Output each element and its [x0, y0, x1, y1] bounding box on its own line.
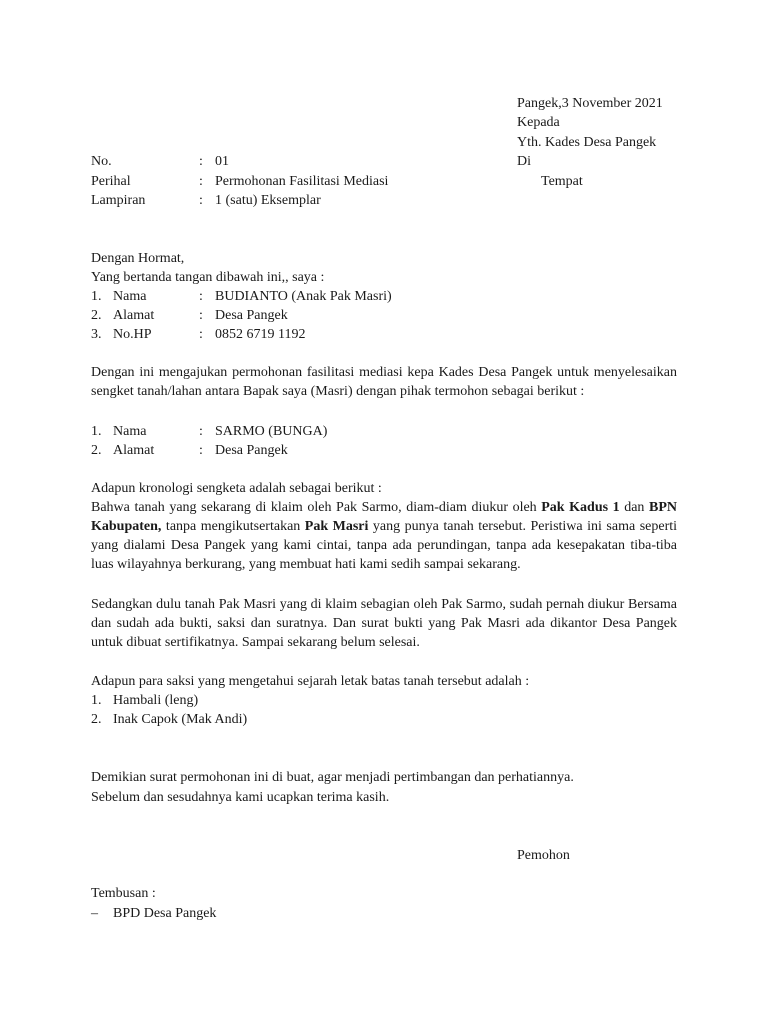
respondent-row-address — [91, 441, 691, 460]
recipient-name: Yth. Kades Desa Pangek — [517, 135, 657, 150]
bold-text: Pak Masri — [304, 519, 369, 534]
meta-value: 01 — [215, 154, 229, 169]
closing-line-2: Sebelum dan sesudahnya kami ucapkan terima kasih. — [91, 790, 390, 805]
recipient-kepada: Kepada — [517, 115, 560, 130]
list-colon: : — [199, 289, 203, 304]
meta-colon: : — [199, 193, 203, 208]
meta-value: 1 (satu) Eksemplar — [215, 193, 321, 208]
list-colon: : — [199, 424, 203, 439]
salutation: Dengan Hormat, — [91, 251, 185, 266]
list-label: Alamat — [113, 443, 155, 458]
meta-label: No. — [91, 154, 112, 169]
list-label: Nama — [113, 289, 147, 304]
chronology-paragraph-1 — [91, 498, 677, 574]
text-run: Bahwa tanah yang sekarang di klaim oleh Pak Sarmo, diam-diam diukur oleh — [91, 500, 542, 515]
list-number: 2. — [91, 308, 102, 323]
list-value: Desa Pangek — [215, 308, 288, 323]
witness-item — [91, 710, 691, 729]
intro-line: Yang bertanda tangan dibawah ini,, saya : — [91, 270, 325, 285]
meta-row-number — [91, 152, 691, 171]
list-colon: : — [199, 443, 203, 458]
text-run: tanpa mengikutsertakan — [161, 519, 305, 534]
meta-label: Perihal — [91, 174, 131, 189]
meta-row-attachment — [91, 191, 691, 210]
applicant-row-address — [91, 306, 691, 325]
meta-label: Lampiran — [91, 193, 146, 208]
list-label: No.HP — [113, 327, 152, 342]
recipient-di: Di — [517, 154, 531, 169]
list-number: 1. — [91, 424, 102, 439]
list-label: Alamat — [113, 308, 155, 323]
text-run: yang punya tanah tersebut. Peristiwa ini sama seperti yang dialami Desa Pangek yang kami cintai, tanpa ada perundingan, tanpa ada kesepakatan tiba-tiba luas wilayahnya berkurang, yang membuat hati kami sedih sampai sekarang. — [91, 519, 678, 572]
meta-row-subject — [91, 172, 691, 191]
witness-name: Inak Capok (Mak Andi) — [113, 712, 248, 727]
list-number: 2. — [91, 712, 102, 727]
cc-name: BPD Desa Pangek — [113, 906, 217, 921]
meta-value: Permohonan Fasilitasi Mediasi — [215, 174, 389, 189]
list-number: 3. — [91, 327, 102, 342]
list-label: Nama — [113, 424, 147, 439]
list-number: 1. — [91, 289, 102, 304]
applicant-row-name — [91, 287, 691, 306]
list-value: Desa Pangek — [215, 443, 288, 458]
witnesses-intro: Adapun para saksi yang mengetahui sejarah letak batas tanah tersebut adalah : — [91, 674, 530, 689]
request-paragraph: Dengan ini mengajukan permohonan fasilitasi mediasi kepa Kades Desa Pangek untuk menyelesaikan sengket tanah/lahan antara Bapak saya (Masri) dengan pihak termohon sebagai berikut : — [91, 365, 677, 399]
bold-text: BPN Kabupaten, — [91, 500, 677, 534]
witness-name: Hambali (leng) — [113, 693, 199, 708]
signature-label: Pemohon — [517, 848, 570, 863]
meta-colon: : — [199, 154, 203, 169]
list-number: 1. — [91, 693, 102, 708]
list-colon: : — [199, 327, 203, 342]
place-date: Pangek,3 November 2021 — [517, 96, 663, 111]
chronology-paragraph-2: Sedangkan dulu tanah Pak Masri yang di klaim sebagian oleh Pak Sarmo, sudah pernah diukur Bersama dan sudah ada bukti, saksi dan suratnya. Dan surat bukti yang Pak Masri ada dikantor Desa Pangek untuk dibuat sertifikatnya. Sampai sekarang belum selesai. — [91, 597, 677, 650]
list-value: SARMO (BUNGA) — [215, 424, 328, 439]
list-colon: : — [199, 308, 203, 323]
respondent-row-name — [91, 422, 691, 441]
bold-text: Pak Kadus 1 — [541, 500, 620, 515]
cc-item — [91, 904, 691, 923]
meta-colon: : — [199, 174, 203, 189]
recipient-tempat: Tempat — [541, 174, 583, 189]
cc-dash: – — [91, 906, 98, 921]
witness-item — [91, 691, 691, 710]
list-value: 0852 6719 1192 — [215, 327, 306, 342]
chronology-intro: Adapun kronologi sengketa adalah sebagai berikut : — [91, 481, 382, 496]
list-value: BUDIANTO (Anak Pak Masri) — [215, 289, 392, 304]
text-run: dan — [619, 500, 649, 515]
applicant-row-phone — [91, 325, 691, 344]
list-number: 2. — [91, 443, 102, 458]
closing-line-1: Demikian surat permohonan ini di buat, agar menjadi pertimbangan dan perhatiannya. — [91, 770, 574, 785]
cc-label: Tembusan : — [91, 886, 156, 901]
